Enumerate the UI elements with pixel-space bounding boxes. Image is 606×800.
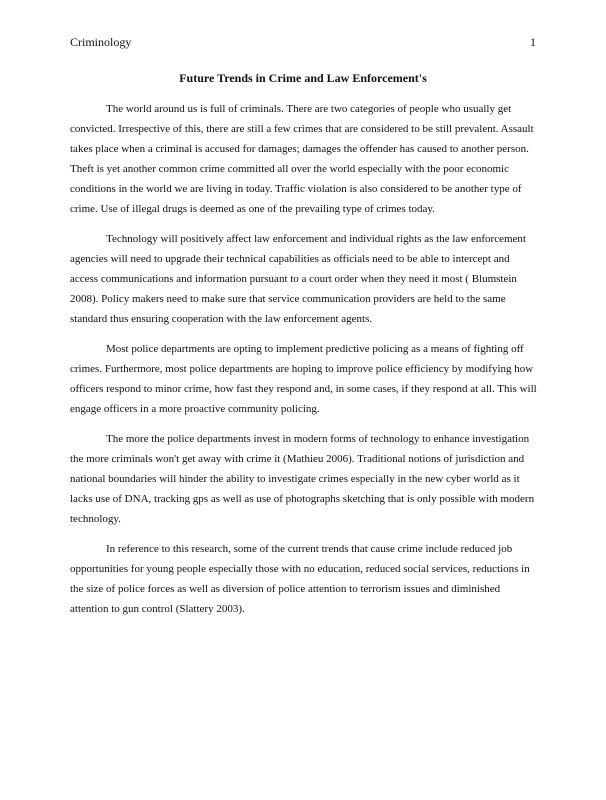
paragraph-3: Most police departments are opting to implement predictive policing as a means of fighting off crimes. Furthermore, most police departments are hoping to improve police efficiency by modifying how officers respond to minor crime, how fast they respond and, in some cases, if they respond at all. This will engage officers in a more proactive community policing. [70,343,537,415]
document-body [70,99,540,629]
paragraph-1: The world around us is full of criminals. There are two categories of people who usually get convicted. Irrespective of this, there are still a few crimes that are considered to be still prevalent. Assault takes place when a criminal is accused for damages; damages the offender has caused to another person. Theft is yet another common crime committed all over the world especially with the poor economic conditions in the world we are living in today. Traffic violation is also considered to be another type of crime. Use of illegal drugs is deemed as one of the prevailing type of crimes today. [70,103,534,215]
document-title: Future Trends in Crime and Law Enforcement's [179,71,427,85]
paragraph-2: Technology will positively affect law enforcement and individual rights as the law enforcement agencies will need to upgrade their technical capabilities as officials need to be able to intercept and access communications and information pursuant to a court order when they need it most ( Blumstein 2008). Policy makers need to make sure that service communication providers are held to the same standard thus ensuring cooperation with the law enforcement agents. [70,233,526,325]
paragraph-5: In reference to this research, some of the current trends that cause crime include reduced job opportunities for young people especially those with no education, reduced social services, reductions in the size of police forces as well as diversion of police attention to terrorism issues and diminished attention to gun control (Slattery 2003). [70,543,530,615]
paragraph-4: The more the police departments invest in modern forms of technology to enhance investigation the more criminals won't get away with crime it (Mathieu 2006). Traditional notions of jurisdiction and national boundaries will hinder the ability to investigate crimes especially in the new cyber world as it lacks use of DNA, tracking gps as well as use of photographs sketching that is only possible with modern technology. [70,433,535,525]
page-number: 1 [530,35,536,49]
running-head: Criminology [70,35,132,49]
